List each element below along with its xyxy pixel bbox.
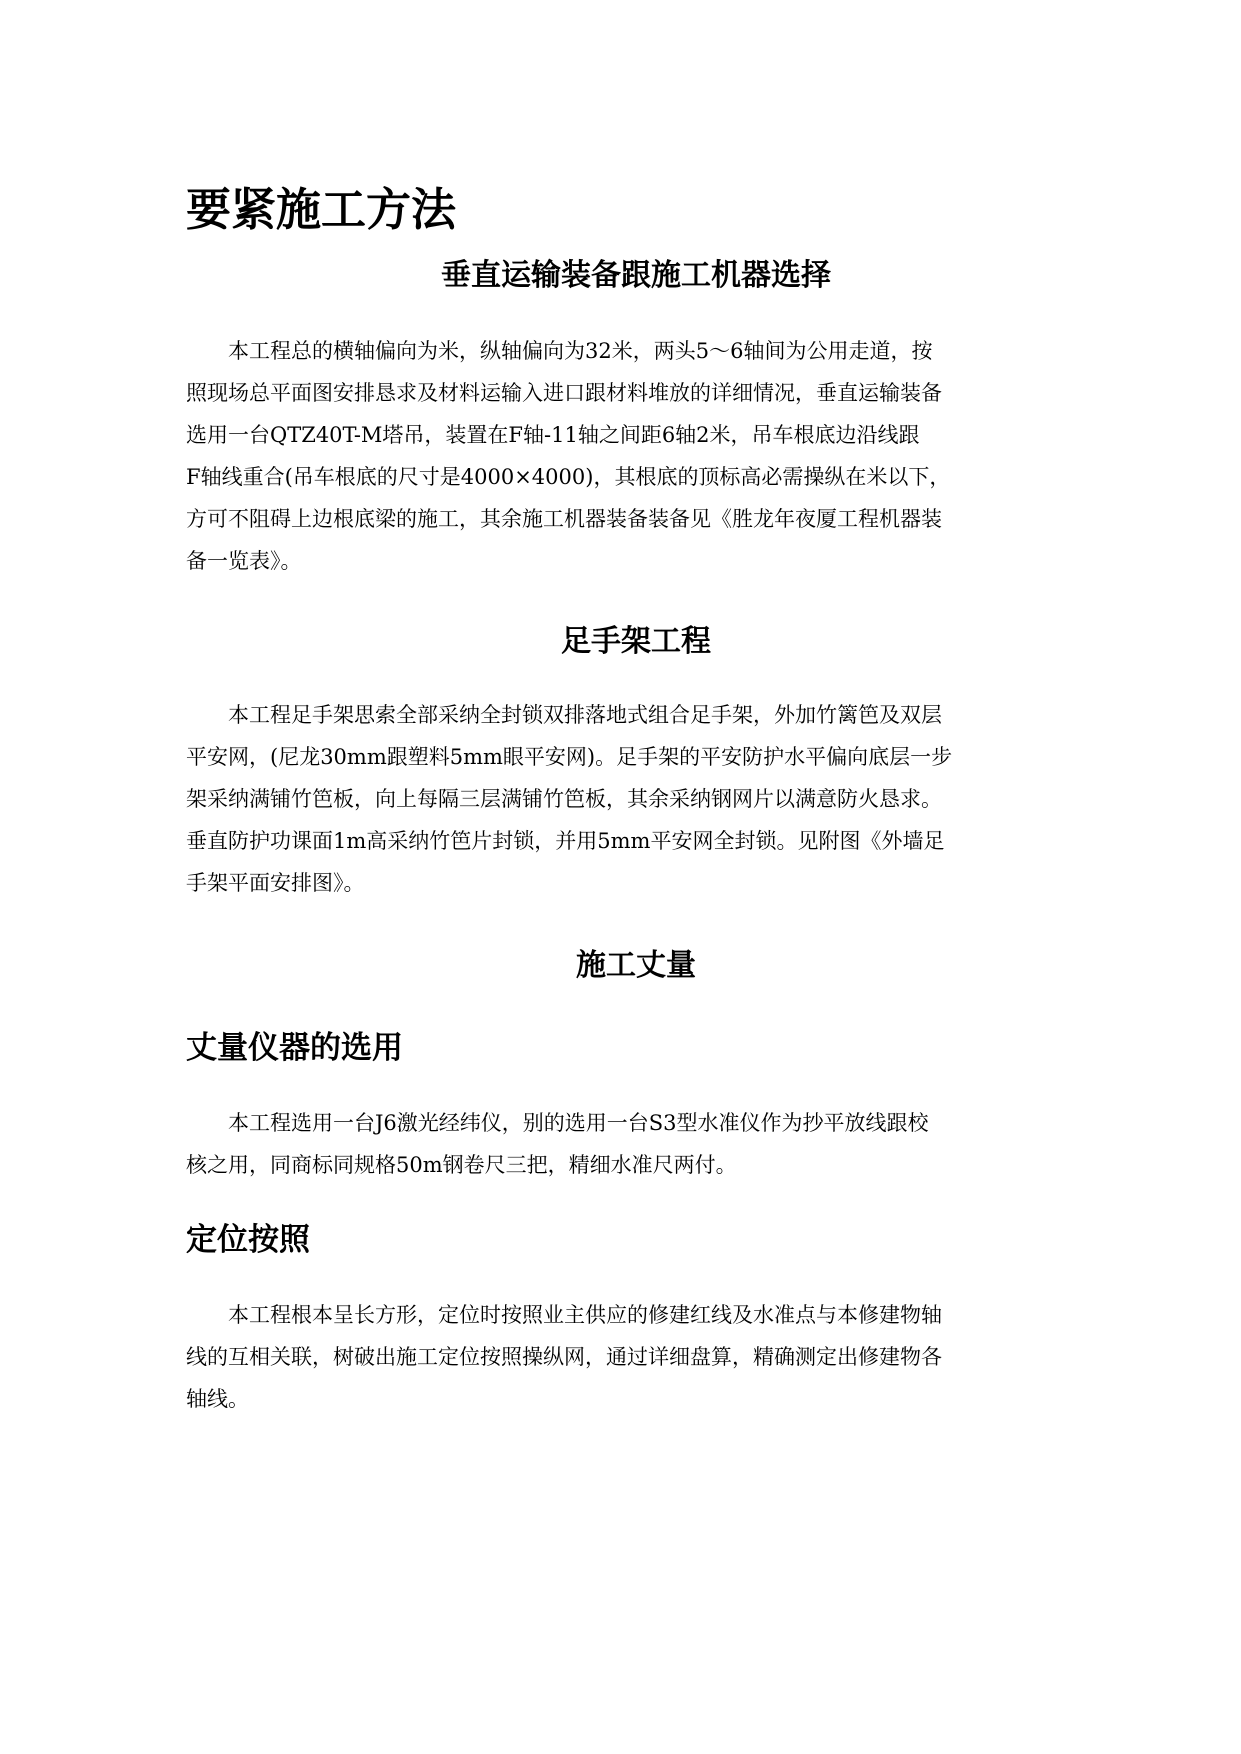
paragraph-instruments (186, 1102, 1086, 1186)
paragraph-line: 架采纳满铺竹笆板，向上每隔三层满铺竹笆板，其余采纳钢网片以满意防火恳求。 (186, 787, 942, 811)
paragraph-line: 本工程根本呈长方形，定位时按照业主供应的修建红线及水准点与本修建物轴 (228, 1303, 942, 1327)
subsection-heading-instruments: 丈量仪器的选用 (186, 1030, 403, 1066)
paragraph-line: 平安网，(尼龙30mm跟塑料5mm眼平安网)。足手架的平安防护水平偏向底层一步 (186, 745, 953, 769)
paragraph-scaffolding (186, 694, 1086, 904)
paragraph-positioning (186, 1294, 1086, 1420)
paragraph-line: 选用一台QTZ40T-M塔吊，装置在F轴-11轴之间距6轴2米，吊车根底边沿线跟 (186, 423, 920, 447)
subsection-heading-positioning: 定位按照 (186, 1222, 310, 1258)
paragraph-line: 本工程足手架思索全部采纳全封锁双排落地式组合足手架，外加竹篱笆及双层 (228, 703, 942, 727)
section-heading-scaffolding: 足手架工程 (561, 624, 711, 659)
paragraph-line: 备一览表》。 (186, 549, 302, 573)
section-heading-surveying: 施工丈量 (576, 948, 696, 983)
paragraph-line: 核之用，同商标同规格50m钢卷尺三把，精细水准尺两付。 (186, 1153, 737, 1177)
paragraph-line: 轴线。 (186, 1387, 249, 1411)
paragraph-line: 手架平面安排图》。 (186, 871, 365, 895)
paragraph-line: 本工程总的横轴偏向为米，纵轴偏向为32米，两头5～6轴间为公用走道，按 (228, 339, 933, 363)
paragraph-vertical-transport (186, 330, 1086, 582)
paragraph-line: 线的互相关联，树破出施工定位按照操纵网，通过详细盘算，精确测定出修建物各 (186, 1345, 942, 1369)
paragraph-line: F轴线重合(吊车根底的尺寸是4000×4000)，其根底的顶标高必需操纵在米以下， (186, 465, 951, 489)
page-title: 要紧施工方法 (186, 183, 457, 236)
paragraph-line: 照现场总平面图安排恳求及材料运输入进口跟材料堆放的详细情况，垂直运输装备 (186, 381, 942, 405)
paragraph-line: 方可不阻碍上边根底梁的施工，其余施工机器装备装备见《胜龙年夜厦工程机器装 (186, 507, 942, 531)
section-heading-vertical-transport: 垂直运输装备跟施工机器选择 (441, 258, 831, 293)
paragraph-line: 垂直防护功课面1m高采纳竹笆片封锁，并用5mm平安网全封锁。见附图《外墙足 (186, 829, 945, 853)
paragraph-line: 本工程选用一台J6激光经纬仪，别的选用一台S3型水准仪作为抄平放线跟校 (228, 1111, 929, 1135)
